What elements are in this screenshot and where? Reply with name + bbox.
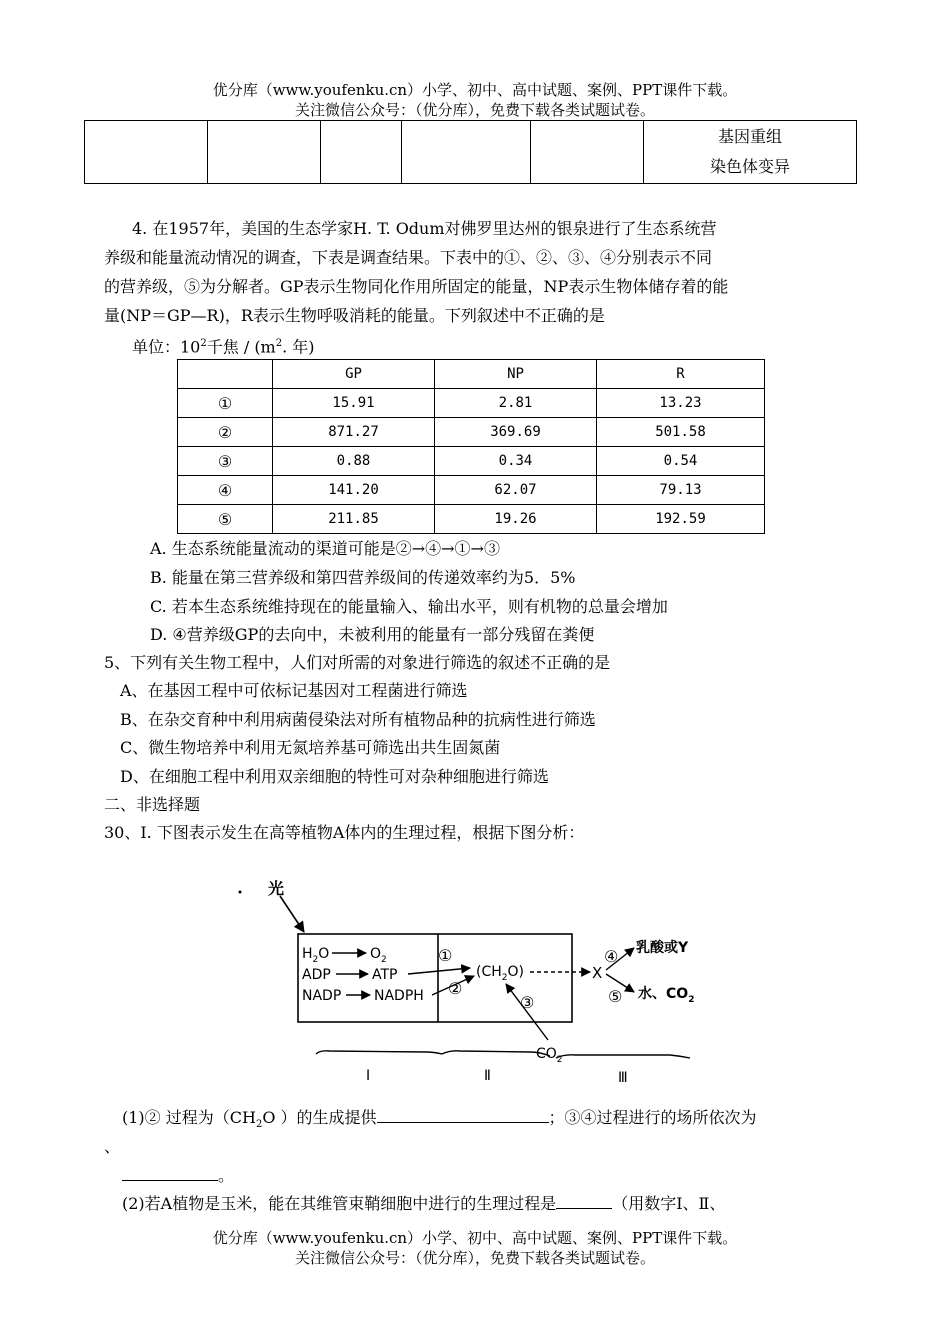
table-row	[178, 505, 765, 534]
q5-stem: 5、下列有关生物工程中，人们对所需的对象进行筛选的叙述不正确的是	[104, 653, 611, 672]
table-cell: 79.13	[597, 476, 765, 505]
table-cell: 192.59	[597, 505, 765, 534]
part-1-text-e: 。	[218, 1166, 235, 1185]
top-table-cell	[531, 121, 644, 184]
q30-part-1-cont: 、	[104, 1137, 121, 1156]
brace-1	[316, 1051, 442, 1054]
table-cell: 501.58	[597, 418, 765, 447]
light-arrow	[280, 896, 304, 932]
table-cell: 0.34	[435, 447, 597, 476]
table-cell: 19.26	[435, 505, 597, 534]
table-cell: 15.91	[273, 389, 435, 418]
top-table-text-2: 染色体变异	[709, 157, 790, 176]
table-cell: 0.88	[273, 447, 435, 476]
table-cell: 871.27	[273, 418, 435, 447]
region-1-label: Ⅰ	[366, 1068, 371, 1084]
table-cell: ③	[178, 447, 273, 476]
step-1-label: ①	[438, 946, 453, 965]
lactic-label: 乳酸或Y	[636, 940, 689, 956]
unit-text-post: . 年)	[282, 337, 315, 357]
atp-to-ch2o-arrow	[408, 968, 470, 974]
light-label: 光	[268, 879, 285, 898]
brace-3	[556, 1055, 690, 1058]
footer-line-1: 优分库（www.youfenku.cn）小学、初中、高中试题、案例、PPT课件下载。	[212, 1229, 738, 1247]
table-header-row	[178, 360, 765, 389]
nadph-label: NADPH	[374, 988, 424, 1004]
answer-blank-1[interactable]	[377, 1106, 549, 1123]
q30-part-2	[122, 1192, 725, 1215]
q4-option-b: B. 能量在第三营养级和第四营养级间的传递效率约为5．5%	[150, 568, 576, 587]
header-line-2: 关注微信公众号：（优分库），免费下载各类试题试卷。	[294, 101, 655, 119]
top-table-last-cell	[644, 121, 857, 184]
q4-option-a: A. 生态系统能量流动的渠道可能是②→④→①→③	[150, 539, 500, 558]
top-table-text-1: 基因重组	[717, 127, 782, 146]
part-1-sub: 2	[255, 1119, 263, 1131]
q4-unit	[132, 333, 315, 358]
unit-sup: 2	[200, 338, 207, 349]
table-cell: ②	[178, 418, 273, 447]
footer-line-2: 关注微信公众号：（优分库），免费下载各类试题试卷。	[294, 1249, 655, 1267]
table-cell: ①	[178, 389, 273, 418]
table-cell: 211.85	[273, 505, 435, 534]
part-1-text-c: ；③④过程进行的场所依次为	[548, 1108, 757, 1127]
q4-option-d: D. ④营养级GP的去向中，未被利用的能量有一部分残留在粪便	[150, 625, 595, 644]
atp-label: ATP	[372, 967, 398, 983]
water-co2-label: 水、$CO_2$	[638, 986, 695, 1005]
region-3-label: Ⅲ	[618, 1070, 628, 1086]
top-table	[84, 120, 857, 184]
q5-option-c: C、微生物培养中利用无氮培养基可筛选出共生固氮菌	[120, 738, 501, 757]
table-cell: 0.54	[597, 447, 765, 476]
q30-part-1-end	[122, 1164, 234, 1187]
table-row	[178, 418, 765, 447]
unit-sup-2: 2	[275, 338, 283, 349]
table-cell: 141.20	[273, 476, 435, 505]
region-2-label: Ⅱ	[484, 1068, 491, 1084]
part-2-text-b: （用数字Ⅰ、Ⅱ、	[612, 1194, 726, 1213]
step-5-label: ⑤	[608, 987, 623, 1006]
table-cell: ⑤	[178, 505, 273, 534]
h2o-label: $H_2O$	[302, 946, 330, 965]
top-table-cell	[208, 121, 321, 184]
step-3-label: ③	[520, 993, 535, 1012]
o2-label: $O_2$	[370, 946, 387, 965]
step-4-label: ④	[604, 947, 619, 966]
q4-line-4: 量(NP＝GP—R)，R表示生物呼吸消耗的能量。下列叙述中不正确的是	[104, 306, 605, 325]
table-cell: 369.69	[435, 418, 597, 447]
table-header-cell	[178, 360, 273, 389]
x-label: X	[592, 964, 603, 982]
q5-option-a: A、在基因工程中可依标记基因对工程菌进行筛选	[120, 681, 468, 700]
step-2-label: ②	[448, 979, 463, 998]
stray-dot	[239, 891, 242, 894]
top-table-cell	[402, 121, 531, 184]
q4-option-c: C. 若本生态系统维持现在的能量输入、输出水平，则有机物的总量会增加	[150, 597, 668, 616]
photosynthesis-diagram	[220, 868, 740, 1093]
part-1-text-a: (1)② 过程为（CH	[122, 1108, 256, 1127]
q4-line-1: 4. 在1957年，美国的生态学家H. T. Odum对佛罗里达州的银泉进行了生态系统营	[132, 219, 717, 238]
top-table-cell	[85, 121, 208, 184]
table-cell: ④	[178, 476, 273, 505]
part-1-text-b: O ）的生成提供	[262, 1108, 377, 1127]
table-row	[178, 389, 765, 418]
table-cell: 62.07	[435, 476, 597, 505]
table-cell: 2.81	[435, 389, 597, 418]
adp-label: ADP	[302, 967, 331, 983]
q5-option-d: D、在细胞工程中利用双亲细胞的特性可对杂种细胞进行筛选	[120, 767, 549, 786]
header-line-1: 优分库（www.youfenku.cn）小学、初中、高中试题、案例、PPT课件下载。	[212, 81, 738, 99]
table-header-cell: NP	[435, 360, 597, 389]
answer-blank-3[interactable]	[556, 1192, 612, 1209]
unit-text-mid: 千焦 / (m	[206, 337, 276, 357]
top-table-cell	[321, 121, 402, 184]
table-row	[178, 476, 765, 505]
table-row	[178, 447, 765, 476]
answer-blank-2[interactable]	[122, 1164, 218, 1181]
q30-part-1	[122, 1106, 757, 1136]
co2-label: $CO_2$	[536, 1046, 563, 1065]
nadp-label: NADP	[302, 988, 342, 1004]
q4-line-2: 养级和能量流动情况的调查，下表是调查结果。下表中的①、②、③、④分别表示不同	[104, 248, 713, 267]
q4-line-3: 的营养级，⑤为分解者。GP表示生物同化作用所固定的能量，NP表示生物体储存着的能	[104, 277, 729, 296]
brace-2	[442, 1051, 550, 1056]
ch2o-label: $(CH_2O)$	[476, 964, 524, 983]
q30-stem: 30、Ⅰ. 下图表示发生在高等植物A体内的生理过程，根据下图分析：	[104, 823, 585, 842]
table-header-cell: GP	[273, 360, 435, 389]
table-header-cell: R	[597, 360, 765, 389]
table-cell: 13.23	[597, 389, 765, 418]
unit-text: 单位：10	[132, 337, 201, 357]
q5-option-b: B、在杂交育种中利用病菌侵染法对所有植物品种的抗病性进行筛选	[120, 710, 596, 729]
section-title: 二、非选择题	[104, 795, 201, 814]
part-2-text-a: (2)若A植物是玉米，能在其维管束鞘细胞中进行的生理过程是	[122, 1194, 557, 1213]
energy-table	[177, 359, 765, 534]
